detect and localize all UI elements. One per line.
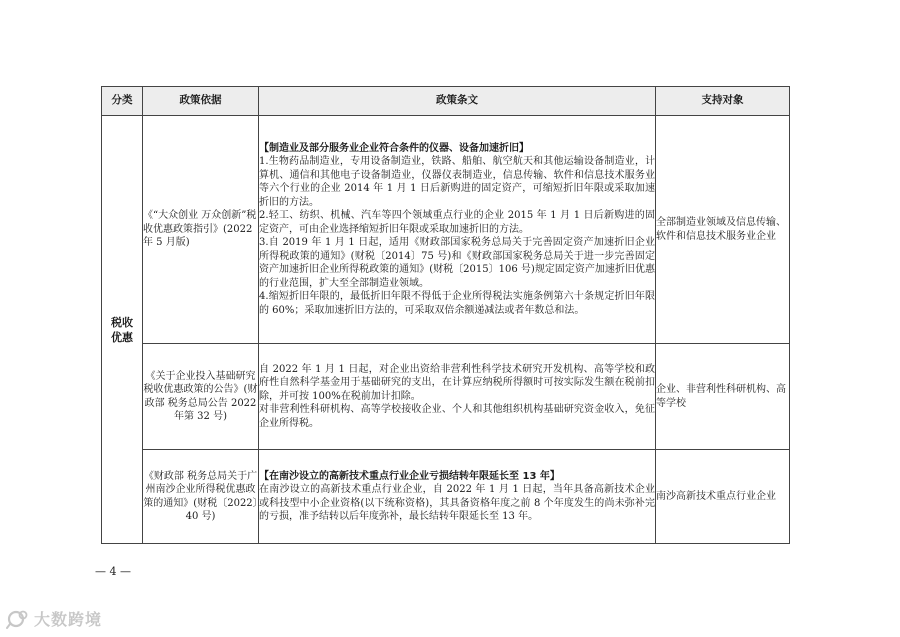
basis-cell [143,116,259,344]
policy-title: 【制造业及部分服务业企业符合条件的仪器、设备加速折旧】 [259,142,529,154]
header-basis: 政策依据 [143,87,259,116]
policy-text: 在南沙设立的高新技术重点行业企业，自 2022 年 1 月 1 日起，当年具备高新技术企业或科技型中小企业资格(以下统称资格)，其具备资格年度之前 8 个年度发生的尚未弥补完的亏损，准予结转以后年度弥补，最长结转年限延长至 13 年。 [259,484,655,522]
watermark-logo-icon [6,609,30,629]
header-category: 分类 [102,87,143,116]
target-cell [656,450,790,544]
table-row [102,116,790,344]
target-cell [656,116,790,344]
header-target: 支持对象 [656,87,790,116]
basis-cell [143,450,259,544]
content-cell [259,450,656,544]
policy-table [101,86,790,544]
basis-cell [143,344,259,450]
policy-title: 【在南沙设立的高新技术重点行业企业亏损结转年限延长至 13 年】 [259,470,560,482]
content-cell [259,116,656,344]
basis-text: 《关于企业投入基础研究税收优惠政策的公告》(财政部 税务总局公告 2022 年第 32 号) [143,370,258,422]
header-content: 政策条文 [259,87,656,116]
page-number: — 4 — [95,565,131,578]
watermark-text: 大数跨境 [34,610,103,629]
target-cell [656,344,790,450]
policy-text: 自 2022 年 1 月 1 日起，对企业出资给非营利性科学技术研究开发机构、高等学校和政府性自然科学基金用于基础研究的支出，在计算应纳税所得额时可按实际发生额在税前扣除，并可按 100%在税前加计扣除。 对非营利性科研机构、高等学校接收企业、个人和其他组织机构基础研究资金收入，免征企业所得税。 [259,363,655,429]
header-row [102,87,790,116]
category-label: 税收 优惠 [111,315,133,344]
target-text: 全部制造业领域及信息传输、软件和信息技术服务业企业 [656,217,786,242]
policy-text: 1.生物药品制造业，专用设备制造业，铁路、船舶、航空航天和其他运输设备制造业，计算机、通信和其他电子设备制造业，仪器仪表制造业，信息传输、软件和信息技术服务业等六个行业的企业 2014 年 1 月 1 日后新购进的固定资产，可缩短折旧年限或采取加速折旧的方法。 2.轻工、纺织、机械、汽车等四个领域重点行业的企业 2015 年 1 月 1 日后新购进的固定资产，可由企业选择缩短折旧年限或采取加速折旧的方法。 3.自 2019 年 1 月 1 日起，适用《财政部国家税务总局关于完善固定资产加速折旧企业所得税政策的通知》(财税〔2014〕75 号)和《财政部国家税务总局关于进一步完善固定资产加速折旧企业所得税政策的通知》(财税〔2015〕106 号)规定固定资产加速折旧优惠的行业范围，扩大至全部制造业领域。 4.缩短折旧年限的，最低折旧年限不得低于企业所得税法实施条例第六十条规定折旧年限的 60%；采取加速折旧方法的，可采取双倍余额递减法或者年数总和法。 [259,156,655,316]
category-cell [102,116,143,544]
target-text: 南沙高新技术重点行业企业 [656,490,776,502]
basis-text: 《财政部 税务总局关于广州南沙企业所得税优惠政策的通知》(财税〔2022〕40 号) [143,470,258,522]
content-cell [259,344,656,450]
target-text: 企业、非营利性科研机构、高等学校 [656,384,786,409]
basis-text: 《“大众创业 万众创新”税收优惠政策指引》(2022 年 5 月版) [143,210,257,249]
watermark [6,607,102,630]
table-row [102,450,790,544]
table-row [102,344,790,450]
